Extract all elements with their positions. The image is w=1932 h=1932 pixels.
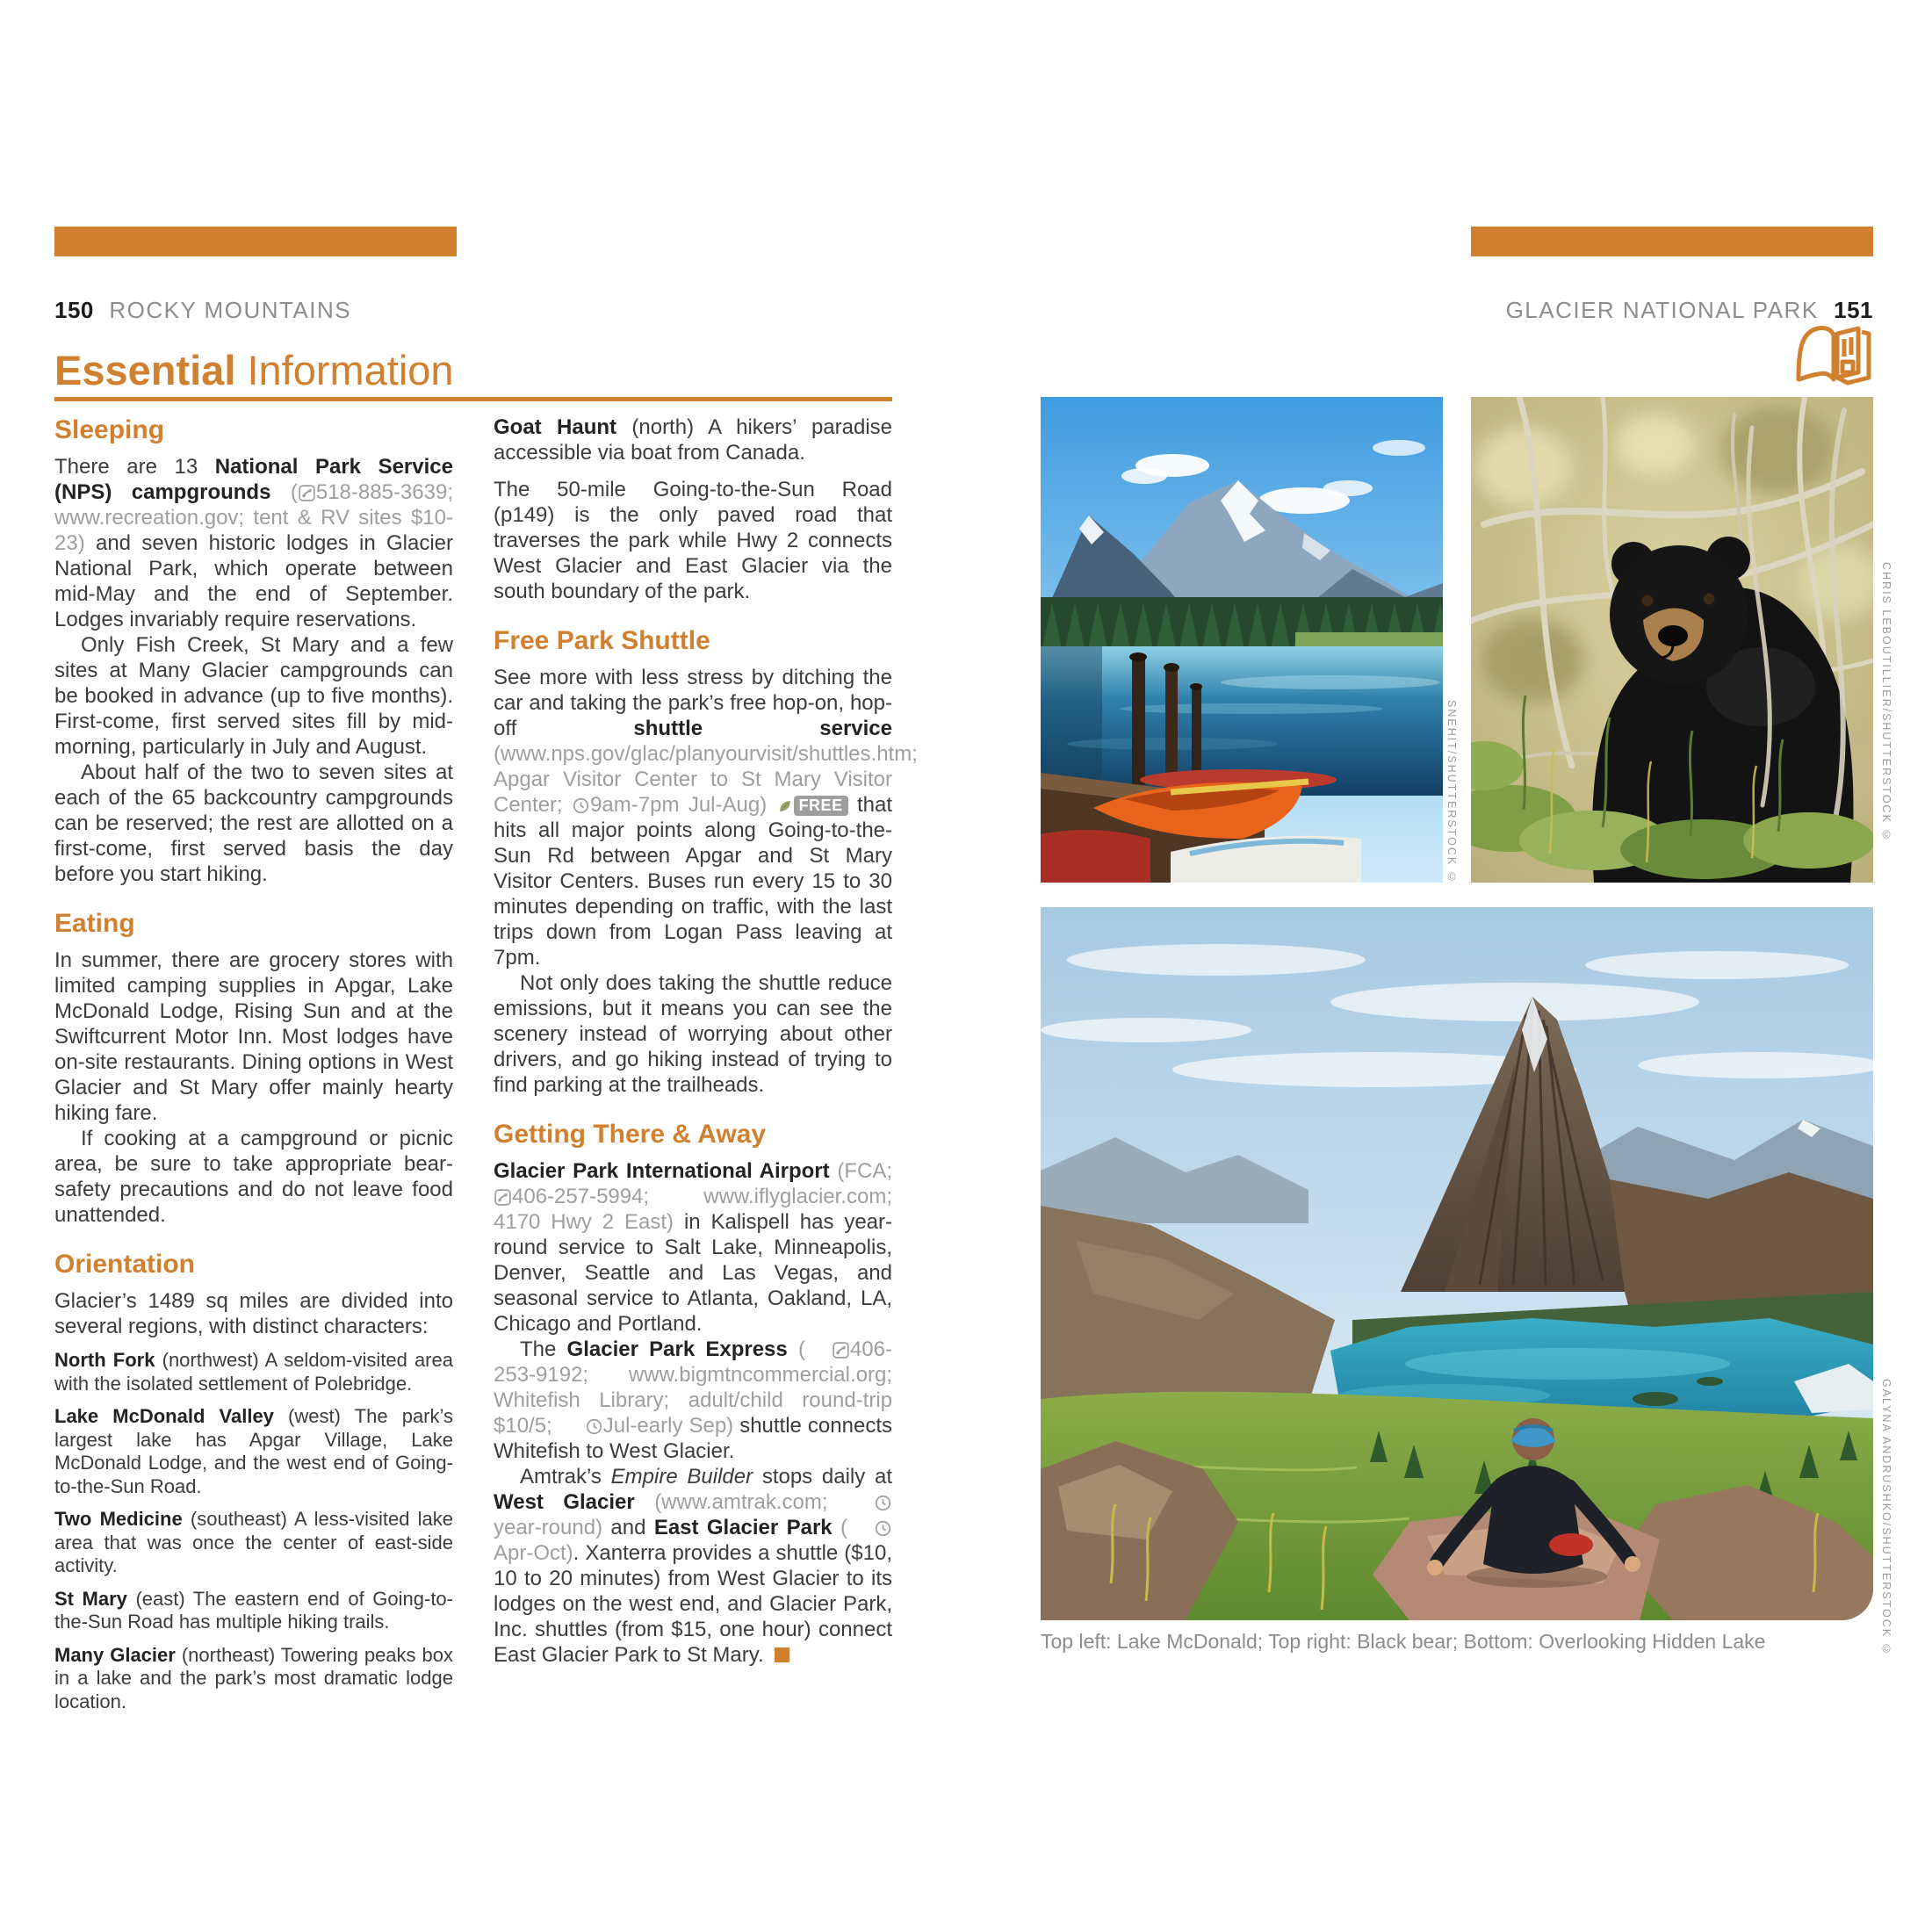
guidebook-icon [1793,321,1874,388]
text-run: If cooking at a campground or picnic area, be sure to take appropriate bear-safety precautions and do not leave food unattended. [54,1127,453,1227]
text-run: There are 13 [54,455,215,479]
right-page-number: 151 [1834,297,1873,323]
page-title [54,347,454,393]
clock-icon [848,1495,891,1511]
text-run: shuttle service [633,717,892,740]
paragraph [54,1126,453,1228]
text-run: 406-253-9192; www.bigmtncommercial.org; Whitefish Library; adult/child round-trip $10/5; [494,1337,892,1438]
free-badge: FREE [794,796,848,816]
text-run: The 50-mile Going-to-the-Sun Road (p149) is the only paved road that traverses the park while Hwy 2 connects West Glacier and East Glacier via the south boundary of the park. [494,478,892,603]
text-run: year-round) [494,1516,603,1539]
text-run: West Glacier [494,1490,655,1514]
text-run: Only Fish Creek, St Mary and a few sites at Many Glacier campgrounds can be booked in advance (up to five months). First-come, first served sites fill by mid-morning, particularly in July and August. [54,633,453,759]
text-run: (FCA; [837,1159,892,1183]
text-run: ( [840,1516,847,1539]
leaf-icon [777,798,793,814]
section-heading: Eating [54,909,135,938]
text-run: Apr-Oct) [494,1541,573,1565]
paragraph [54,632,453,760]
left-header-bar [54,227,457,256]
paragraph [54,948,453,1126]
text-run: Lake McDonald Valley [54,1405,289,1427]
text-run: (www.nps.gov/glac/planyourvisit/shuttles.htm; Apgar Visitor Center to St Mary Visitor Center; [494,742,918,817]
text-run: About half of the two to seven sites at each of the 65 backcountry campgrounds can be reserved; the rest are allotted on a first-come, first served basis the day before you start hiking. [54,761,453,886]
text-run: Jul-early Sep) [602,1414,734,1438]
text-run: ( [290,480,298,504]
page-title-light: Information [235,347,454,393]
text-run: and seven historic lodges in Glacier National Park, which operate between mid-May and the end of September. Lodges invariably require reservations. [54,531,453,631]
text-run: ( [797,1337,805,1361]
text-run: Glacier’s 1489 sq miles are divided into several regions, with distinct characters: [54,1289,453,1338]
text-run: 518-885-3639; www.recreation.gov; tent & RV sites $10-23) [54,480,453,555]
section-end-marker [775,1647,789,1662]
hidden-lake-photo [1041,907,1873,1620]
text-run: . Xanterra provides a shuttle ($10, 10 to 20 minutes) from West Glacier to its lodges on the west end, and Glacier Park, Inc. shuttles (from $15, one hour) connect East Glacier Park to St Mary. [494,1541,892,1667]
paragraph [494,970,892,1098]
left-page-header [54,297,351,324]
left-section-name: ROCKY MOUNTAINS [109,297,352,323]
text-run: Many Glacier [54,1643,182,1666]
text-column-right [494,415,918,1668]
text-run: (west) The park’s largest lake has Apgar Village, Lake McDonald Lodge, and the west end of Going-to-the-Sun Road. [54,1405,453,1497]
phone-icon [806,1342,849,1359]
clock-icon [573,797,589,814]
right-section-name: GLACIER NATIONAL PARK [1505,297,1819,323]
text-run: in Kalispell has year-round service to Salt Lake, Minneapolis, Denver, Seattle and Las Vegas, and seasonal service to Atlanta, Oakland, LA, Chicago and Portland. [494,1210,893,1336]
clock-icon [559,1418,602,1435]
right-page-header [1506,297,1873,324]
section-heading: Getting There & Away [494,1120,767,1149]
photo-caption: Top left: Lake McDonald; Top right: Black bear; Bottom: Overlooking Hidden Lake [1041,1630,1766,1653]
photo-credit-top-right: CHRIS LEBOUTILLIER/SHUTTERSTOCK © [1880,562,1892,843]
phone-icon [299,485,315,501]
text-run: East Glacier Park [653,1516,840,1539]
lake-mcdonald-photo [1041,397,1443,883]
text-run: 9am-7pm Jul-Aug) [590,793,776,817]
text-run: National Park Service (NPS) campgrounds [54,455,453,504]
paragraph [494,1464,892,1668]
paragraph [54,1349,453,1395]
text-run: (www.amtrak.com; [654,1490,847,1514]
left-page-number: 150 [54,297,94,323]
text-run: (north) A hikers’ paradise accessible via boat from Canada. [494,415,893,465]
text-column-left [54,415,453,1713]
paragraph [494,415,892,465]
text-run: In summer, there are grocery stores with limited camping supplies in Apgar, Lake McDonald Lodge, Rising Sun and at the Swiftcurrent Motor Inn. Most lodges have on-site restaurants. Dining options in West Glacier and St Mary offer mainly hearty hiking fare. [54,948,453,1125]
text-run: (southeast) A less-visited lake area that was once the center of east-side activity. [54,1508,453,1576]
paragraph [54,760,453,887]
section-heading: Sleeping [54,415,165,444]
text-run: (east) The eastern end of Going-to-the-Sun Road has multiple hiking trails. [54,1587,453,1633]
text-run: shuttle connects Whitefish to West Glacier. [494,1414,892,1463]
section-heading: Free Park Shuttle [494,626,710,655]
page-title-bold: Essential [54,347,236,393]
section-heading: Orientation [54,1250,196,1279]
text-run: stops daily at [753,1465,892,1489]
right-header-bar [1471,227,1873,256]
text-run: St Mary [54,1587,136,1610]
text-run: See more with less stress by ditching the car and taking the park’s free hop-on, hop-off [494,666,892,740]
paragraph [494,1158,892,1337]
text-run: Goat Haunt [494,415,632,439]
text-run: Amtrak’s [520,1465,611,1489]
text-run: Not only does taking the shuttle reduce emissions, but it means you can see the scenery instead of worrying about other drivers, and go hiking instead of trying to find parking at the trailheads. [494,971,892,1097]
paragraph [494,477,892,604]
text-run: Two Medicine [54,1508,191,1530]
paragraph [54,1405,453,1498]
paragraph [494,665,918,970]
title-rule [54,397,892,401]
paragraph [494,1337,892,1464]
paragraph [54,1588,453,1634]
text-run: (northwest) A seldom-visited area with the isolated settlement of Polebridge. [54,1349,453,1395]
text-run: and [602,1516,654,1539]
text-run: The [520,1337,567,1361]
paragraph [54,454,453,632]
photo-credit-bottom: GALYNA ANDRUSHKO/SHUTTERSTOCK © [1880,1379,1892,1657]
paragraph [54,1508,453,1578]
text-run: North Fork [54,1349,162,1371]
text-run: 406-257-5994; www.iflyglacier.com; 4170 Hwy 2 East) [494,1185,892,1234]
text-run: that hits all major points along Going-to-the-Sun Rd between Apgar and St Mary Visitor Centers. Buses run every 15 to 30 minutes depending on traffic, with the last trips down from Logan Pass leaving at 7pm. [494,793,892,970]
photo-credit-top-left: SNEHIT/SHUTTERSTOCK © [1445,700,1458,885]
paragraph [54,1288,453,1339]
text-run: Glacier Park International Airport [494,1159,838,1183]
text-run: Empire Builder [610,1465,753,1489]
clock-icon [848,1520,891,1537]
phone-icon [494,1189,511,1206]
black-bear-photo [1471,397,1873,883]
text-run: (northeast) Towering peaks box in a lake and the park’s most dramatic lodge location. [54,1643,453,1712]
text-run: Glacier Park Express [566,1337,798,1361]
paragraph [54,1644,453,1714]
